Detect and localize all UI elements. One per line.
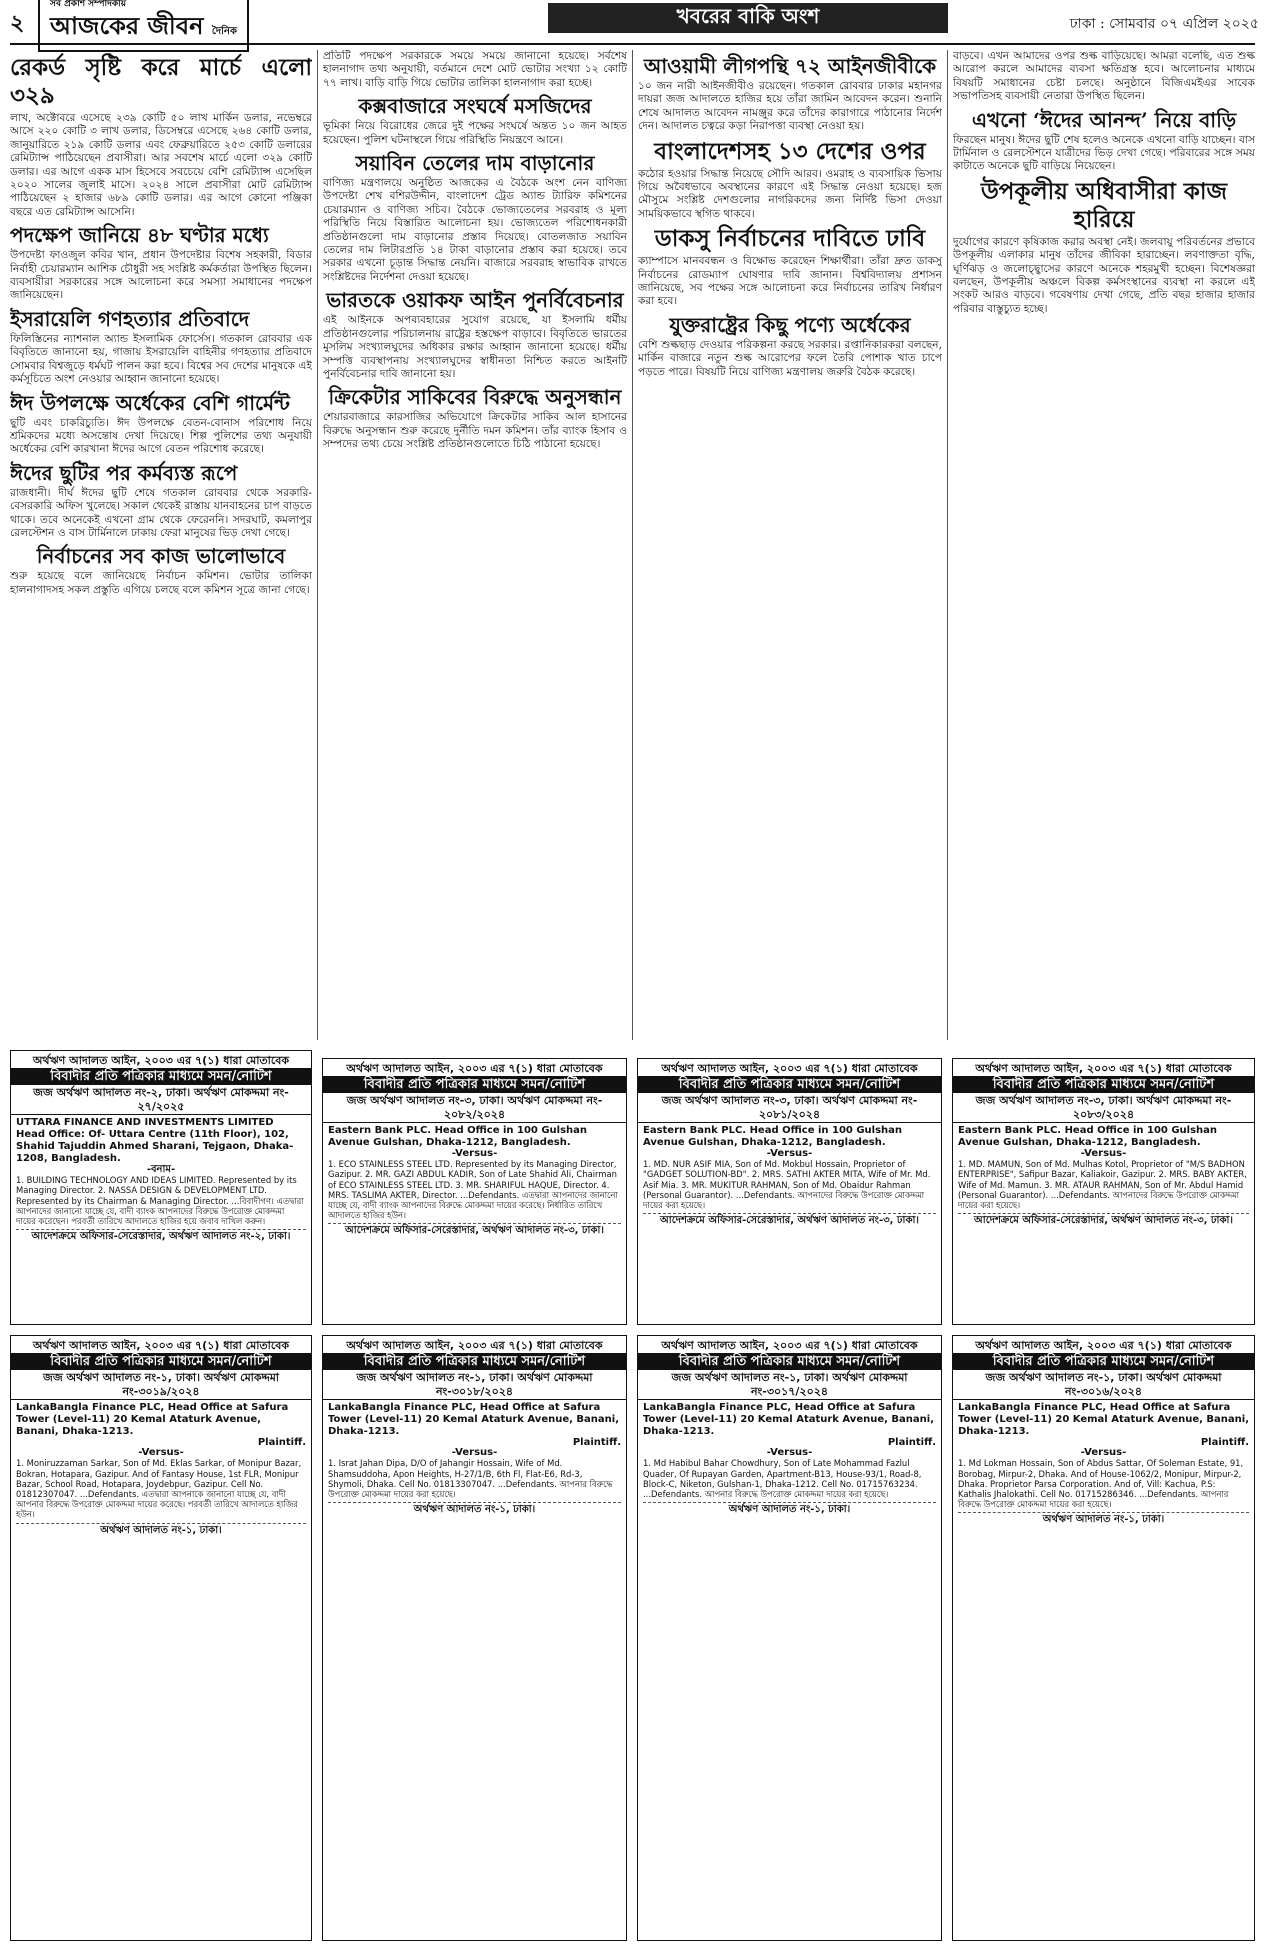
- column-1: [10, 50, 312, 1040]
- notice-case: জজ অর্থঋণ আদালত নং-১, ঢাকা। অর্থঋণ মোকদ্দমা নং-৩০১৮/২০২৪: [323, 1371, 626, 1400]
- notice-footer: অর্থঋণ আদালত নং-১, ঢাকা।: [328, 1502, 621, 1515]
- notice-plaintiff: Eastern Bank PLC. Head Office in 100 Gulshan Avenue Gulshan, Dhaka-1212, Bangladesh.: [958, 1125, 1218, 1148]
- legal-notice: [10, 1050, 312, 1325]
- notice-versus: -Versus-: [766, 1447, 813, 1459]
- column-divider: [317, 50, 318, 1040]
- notice-act: অর্থঋণ আদালত আইন, ২০০৩ এর ৭(১) ধারা মোতাবেক: [346, 1062, 603, 1075]
- notice-case: জজ অর্থঋণ আদালত নং-১, ঢাকা। অর্থঋণ মোকদ্দমা নং-৩০১৬/২০২৪: [953, 1371, 1254, 1400]
- column-4: [953, 50, 1255, 1040]
- notice-footer: আদেশক্রমে অফিসার-সেরেস্তাদার, অর্থঋণ আদালত নং-৩, ঢাকা।: [958, 1213, 1249, 1226]
- notice-plaintiff-label: Plaintiff.: [257, 1437, 306, 1448]
- headline: বাংলাদেশসহ ১৩ দেশের ওপর: [654, 137, 926, 165]
- notice-plaintiff: LankaBangla Finance PLC, Head Office at Safura Tower (Level-11) 20 Kemal Ataturk Avenue, Banani, Dhaka-1213.: [643, 1402, 934, 1437]
- notice-footer: আদেশক্রমে অফিসার-সেরেস্তাদার, অর্থঋণ আদালত নং-৩, ঢাকা।: [328, 1223, 621, 1236]
- headline: নির্বাচনের সব কাজ ভালোভাবে: [36, 544, 286, 569]
- logo-sub: দৈনিক: [211, 26, 237, 37]
- notice-act: অর্থঋণ আদালত আইন, ২০০৩ এর ৭(১) ধারা মোতাবেক: [975, 1339, 1232, 1352]
- article-text: প্রতিটি পদক্ষেপ সরকারকে সময়ে সময়ে জানানো হয়েছে। সর্বশেষ হালনাগাদ তথ্য অনুযায়ী, বর্তমানে দেশে মোট ভোটার সংখ্যা ১২ কোটি ৭৭ লাখ। বাড়ি বাড়ি গিয়ে ভোটার তালিকা হালনাগাদ করা হচ্ছে।: [323, 50, 627, 89]
- notice-body: 1. Md Habibul Bahar Chowdhury, Son of Late Mohammad Fazlul Quader, Of Rupayan Garden, Apartment-B13, House-93/1, Road-8, Block-C, Niketon, Gulshan-1, Dhaka-1212. Cell No. 01715763234. ...Defendants. আপনার বিরুদ্ধে উপরোক্ত মোকদ্দমা দায়ের করা হয়েছে।: [643, 1458, 922, 1500]
- page-number: ২: [10, 9, 25, 36]
- article-text: শেয়ারবাজারে কারসাজির অভিযোগে ক্রিকেটার সাকিব আল হাসানের বিরুদ্ধে অনুসন্ধান শুরু করেছে দুর্নীতি দমন কমিশন। তাঁর ব্যাংক হিসাব ও সম্পদের তথ্য চেয়ে সংশ্লিষ্ট প্রতিষ্ঠানগুলোতে চিঠি পাঠানো হয়েছে।: [323, 411, 627, 451]
- notice-plaintiff: LankaBangla Finance PLC, Head Office at Safura Tower (Level-11) 20 Kemal Ataturk Avenue, Banani, Dhaka-1213.: [328, 1402, 619, 1437]
- notice-versus: -Versus-: [451, 1148, 498, 1159]
- article-text: দুর্যোগের কারণে কৃষিকাজ করার অবস্থা নেই। জলবায়ু পরিবর্তনের প্রভাবে উপকূলীয় এলাকার মানুষ তাঁদের জীবিকা হারাচ্ছেন। লবণাক্ততা বৃদ্ধি, ঘূর্ণিঝড় ও জলোচ্ছ্বাসের কারণে অনেকে শহরমুখী হচ্ছেন। বিশেষজ্ঞরা বলছেন, উপকূলীয় অঞ্চলে বিকল্প কর্মসংস্থানের ব্যবস্থা না করলে এই সংকট আরও বাড়বে। গবেষণায় দেখা গেছে, প্রতি বছর হাজার হাজার পরিবার বাস্তুচ্যুত হচ্ছে।: [953, 235, 1255, 315]
- notice-footer: অর্থঋণ আদালত নং-১, ঢাকা।: [643, 1502, 936, 1515]
- notice-act: অর্থঋণ আদালত আইন, ২০০৩ এর ৭(১) ধারা মোতাবেক: [661, 1339, 918, 1352]
- headline: আওয়ামী লীগপন্থি ৭২ আইনজীবীকে: [643, 54, 937, 78]
- notice-versus: -Versus-: [1080, 1447, 1127, 1459]
- headline: উপকূলীয় অধিবাসীরা কাজ হারিয়ে: [980, 177, 1228, 233]
- column-divider: [632, 50, 633, 1040]
- notice-plaintiff-label: Plaintiff.: [572, 1437, 621, 1448]
- headline: পদক্ষেপ জানিয়ে ৪৮ ঘণ্টার মধ্যে: [10, 223, 269, 248]
- article-text: এই আইনকে অপব্যবহারের সুযোগ রয়েছে, যা ইসলামি ধর্মীয় প্রতিষ্ঠানগুলোর পরিচালনায় রাষ্ট্রের হস্তক্ষেপ বাড়াবে। বিবৃতিতে ভারতের মুসলিম সংখ্যালঘুদের অধিকার রক্ষার আহ্বান জানানো হয়েছে। ধর্মীয় সম্পত্তি ব্যবস্থাপনায় সংখ্যালঘুদের স্বাধীনতা নিশ্চিত করতে আইনটি পুনর্বিবেচনার দাবি জানানো হয়।: [323, 314, 627, 380]
- headline: সয়াবিন তেলের দাম বাড়ানোর: [355, 151, 595, 176]
- headline: ঈদ উপলক্ষে অর্ধেকের বেশি গার্মেন্ট: [10, 390, 290, 415]
- article-text: ক্যাম্পাসে মানববন্ধন ও বিক্ষোভ করেছেন শিক্ষার্থীরা। তাঁরা দ্রুত ডাকসু নির্বাচনের রোডম্যাপ ঘোষণার দাবি জানান। বিশ্ববিদ্যালয় প্রশাসন জানিয়েছে, সব পক্ষের সঙ্গে আলোচনা করে নির্বাচনের তারিখ নির্ধারণ করা হবে।: [638, 255, 942, 308]
- notice-footer: আদেশক্রমে অফিসার-সেরেস্তাদার, অর্থঋণ আদালত নং-৩, ঢাকা।: [643, 1213, 936, 1226]
- headline: ইসরায়েলি গণহত্যার প্রতিবাদে: [10, 306, 250, 331]
- headline: কক্সবাজারে সংঘর্ষে মসজিদের: [358, 94, 592, 119]
- logo-tagline: সব প্রকাশ সম্পাদকীয়: [50, 0, 127, 9]
- notice-title: বিবাদীর প্রতি পত্রিকার মাধ্যমে সমন/নোটিশ: [323, 1076, 626, 1093]
- legal-notice: [10, 1335, 312, 1941]
- notice-body: 1. Md Lokman Hossain, Son of Abdus Sattar, Of Soleman Estate, 91, Borobag, Mirpur-2, Dhaka. And of House-1062/2, Monipur, Mirpur-2, Dhaka. Proprietor Parsa Corporation. And of, Vill: Kachua, P.S: Kathalis Jhalokathi. Cell No. 01715286346. ...Defendants. আপনার বিরুদ্ধে উপরোক্ত মোকদ্দমা দায়ের করা হয়েছে।: [958, 1458, 1244, 1510]
- notice-act: অর্থঋণ আদালত আইন, ২০০৩ এর ৭(১) ধারা মোতাবেক: [32, 1339, 290, 1352]
- article-text: রাজধানী। দীর্ঘ ঈদের ছুটি শেষে গতকাল রোববার থেকে সরকারি-বেসরকারি অফিস খুলেছে। সকাল থেকেই রাস্তায় যানবাহনের চাপ বাড়তে থাকে। তবে অনেকেই এখনো গ্রাম থেকে ফেরেননি। সদরঘাট, কমলাপুর রেলস্টেশন ও বাস টার্মিনালে ঢাকায় ফেরা মানুষের ভিড় দেখা গেছে।: [10, 486, 312, 539]
- notice-versus: -Versus-: [1080, 1148, 1127, 1159]
- notice-plaintiff: Eastern Bank PLC. Head Office in 100 Gulshan Avenue Gulshan, Dhaka-1212, Bangladesh.: [328, 1125, 588, 1148]
- article-text: কঠোর হওয়ার সিদ্ধান্ত নিয়েছে সৌদি আরব। ওমরাহ ও ব্যবসায়িক ভিসায় গিয়ে অবৈধভাবে অবস্থানের কারণে এই সিদ্ধান্ত নেওয়া হয়েছে। হজ মৌসুমে সংশ্লিষ্ট দেশগুলোর নাগরিকদের জন্য নির্দিষ্ট ভিসা দেওয়া সাময়িকভাবে স্থগিত থাকবে।: [638, 167, 942, 220]
- legal-notice: [952, 1058, 1255, 1325]
- column-3: [638, 50, 942, 1040]
- legal-notice: [322, 1335, 627, 1941]
- headline: ঈদের ছুটির পর কর্মব্যস্ত রূপে: [10, 460, 238, 485]
- notice-title: বিবাদীর প্রতি পত্রিকার মাধ্যমে সমন/নোটিশ: [11, 1068, 311, 1085]
- notice-plaintiff: LankaBangla Finance PLC, Head Office at Safura Tower (Level-11) 20 Kemal Ataturk Avenue, Banani, Dhaka-1213.: [958, 1402, 1249, 1437]
- article-text: ভূমিকা নিয়ে বিরোধের জেরে দুই পক্ষের সংঘর্ষে অন্তত ১০ জন আহত হয়েছেন। পুলিশ ঘটনাস্থলে গিয়ে পরিস্থিতি নিয়ন্ত্রণে আনে।: [323, 120, 627, 146]
- legal-notice: [322, 1058, 627, 1325]
- notice-plaintiff: UTTARA FINANCE AND INVESTMENTS LIMITED Head Office: Of- Uttara Centre (11th Floor), 102, Shahid Tajuddin Ahmed Sharani, Tejgaon, Dhaka- 1208, Bangladesh.: [16, 1117, 294, 1164]
- headline: ভারতকে ওয়াকফ আইন পুনর্বিবেচনার: [326, 288, 624, 313]
- notice-body: 1. Israt Jahan Dipa, D/O of Jahangir Hossain, Wife of Md. Shamsuddoha, Apon Heights, H-27/1/B, 6th Fl, Flat-E6, Rd-3, Shymoli, Dhaka. Cell No. 01813307047. ...Defendants. আপনার বিরুদ্ধে উপরোক্ত মোকদ্দমা দায়ের করা হয়েছে।: [328, 1458, 613, 1500]
- headline: এখনো ‘ঈদের আনন্দ’ নিয়ে বাড়ি: [971, 107, 1237, 132]
- notice-act: অর্থঋণ আদালত আইন, ২০০৩ এর ৭(১) ধারা মোতাবেক: [32, 1054, 290, 1067]
- notice-plaintiff-label: Plaintiff.: [887, 1437, 936, 1448]
- notice-versus: -Versus-: [138, 1447, 184, 1459]
- notice-title: বিবাদীর প্রতি পত্রিকার মাধ্যমে সমন/নোটিশ: [323, 1353, 626, 1370]
- notice-plaintiff: Eastern Bank PLC. Head Office in 100 Gulshan Avenue Gulshan, Dhaka-1212, Bangladesh.: [643, 1125, 903, 1148]
- notice-body: 1. BUILDING TECHNOLOGY AND IDEAS LIMITED. Represented by its Managing Director. 2. NASSA DESIGN & DEVELOPMENT LTD. Represented by its Chairman & Managing Director. ...বিবাদীগণ। এতদ্বারা আপনাদের জানানো যাচ্ছে যে, বাদী ব্যাংক আপনাদের বিরুদ্ধে উপরোক্ত মোকদ্দমা দায়ের করেছেন। পরবর্তী তারিখে আদালতে হাজির হয়ে জবাব দাখিল করুন।: [16, 1175, 304, 1227]
- notice-versus: -Versus-: [451, 1447, 498, 1459]
- article-text: ফিরছেন মানুষ। ঈদের ছুটি শেষ হলেও অনেকে এখনো বাড়ি যাচ্ছেন। বাস টার্মিনাল ও রেলস্টেশনে যাত্রীদের ভিড় দেখা গেছে। পরিবারের সঙ্গে সময় কাটাতে অনেকে ছুটি বাড়িয়ে নিয়েছেন।: [953, 133, 1255, 173]
- article-text: বাণিজ্য মন্ত্রণালয়ে অনুষ্ঠিত আজকের এ বৈঠকে অংশ নেন বাণিজ্য উপদেষ্টা শেখ বশিরউদ্দীন, বাংলাদেশ ট্রেড অ্যান্ড ট্যারিফ কমিশনের চেয়ারম্যান ও বাণিজ্য সচিব। বৈঠকে ভোজ্যতেলের সরবরাহ ও মূল্য পরিস্থিতি নিয়ে বিস্তারিত আলোচনা হয়। ভোজ্যতেল পরিশোধনকারী প্রতিষ্ঠানগুলো দাম বাড়ানোর প্রস্তাব দিয়েছে। বোতলজাত সয়াবিন তেলের দাম লিটারপ্রতি ১৪ টাকা বাড়ানোর প্রস্তাব করা হয়েছে। তবে সরকার এখনো চূড়ান্ত সিদ্ধান্ত নেয়নি। বাজারে সরবরাহ স্বাভাবিক রাখতে সংশ্লিষ্টদের নির্দেশনা দেওয়া হয়েছে।: [323, 177, 627, 283]
- article-text: ফিলিস্তিনের ন্যাশনাল অ্যান্ড ইসলামিক ফোর্সেস। গতকাল রোববার এক বিবৃতিতে জানানো হয়, গাজায় ইসরায়েলি বাহিনীর গণহত্যার প্রতিবাদে সোমবার বিশ্বজুড়ে ধর্মঘট পালন করা হবে। বিশ্বের সব দেশের মানুষকে এই কর্মসূচিতে অংশ নেওয়ার আহ্বান জানানো হয়েছে।: [10, 332, 312, 386]
- notice-footer: আদেশক্রমে অফিসার-সেরেস্তাদার, অর্থঋণ আদালত নং-২, ঢাকা।: [16, 1229, 306, 1242]
- legal-notice: [637, 1335, 942, 1941]
- article-text: ছুটি এবং চাকরিচ্যুতি। ঈদ উপলক্ষে বেতন-বোনাস পরিশোধ নিয়ে শ্রমিকদের মধ্যে অসন্তোষ দেখা দিয়েছে। শিল্প পুলিশের তথ্য অনুযায়ী অর্ধেকের বেশি কারখানা ঈদের আগে বেতন পরিশোধ করেছে।: [10, 416, 312, 456]
- notice-footer: অর্থঋণ আদালত নং-১, ঢাকা।: [16, 1523, 306, 1536]
- notice-body: 1. MD. MAMUN, Son of Md. Mulhas Kotol, Proprietor of "M/S BADHON ENTERPRISE", Safipur Bazar, Kaliakoir, Gazipur. 2. MRS. BABY AKTER, Wife of Md. Mamun. 3. MR. ATAUR RAHMAN, Son of Mr. Abdul Hamid (Personal Guarantor). ...Defendants. আপনাদের বিরুদ্ধে উপরোক্ত মোকদ্দমা দায়ের করা হয়েছে।: [958, 1159, 1247, 1211]
- notice-versus: -বনাম-: [146, 1164, 176, 1175]
- notice-case: জজ অর্থঋণ আদালত নং-২, ঢাকা। অর্থঋণ মোকদ্দমা নং- ২৭/২০২৫: [11, 1086, 311, 1115]
- article-text: ১০ জন নারী আইনজীবীও রয়েছেন। গতকাল রোববার ঢাকার মহানগর দায়রা জজ আদালতে হাজির হয়ে তাঁরা জামিন আবেদন করেন। শুনানি শেষে আদালত আবেদন নামঞ্জুর করে তাঁদের কারাগারে পাঠানোর নির্দেশ দেন। আদালত চত্বরে কড়া নিরাপত্তা ব্যবস্থা নেওয়া হয়।: [638, 80, 942, 133]
- section-title: খবরের বাকি অংশ: [548, 3, 948, 33]
- dateline: ঢাকা : সোমবার ০৭ এপ্রিল ২০২৫: [1069, 16, 1259, 32]
- notice-body: 1. MD. NUR ASIF MIA, Son of Md. Mokbul Hossain, Proprietor of "GADGET SOLUTION-BD". 2. MRS. SATHI AKTER MITA, Wife of Mr. Md. Asif Mia. 3. MR. MUKITUR RAHMAN, Son of Md. Obaidur Rahman (Personal Guarantor). ...Defendants. আপনাদের বিরুদ্ধে উপরোক্ত মোকদ্দমা দায়ের করা হয়েছে।: [643, 1159, 931, 1211]
- column-2: [323, 50, 627, 1040]
- header-rule: [10, 43, 1255, 45]
- notice-versus: -Versus-: [766, 1148, 813, 1159]
- headline: যুক্তরাষ্ট্রের কিছু পণ্যে অর্ধেকের: [669, 312, 911, 337]
- article-text: বাড়বে। এখন আমাদের ওপর শুল্ক বাড়িয়েছে। আমরা বলেছি, এত শুল্ক আরোপ করলে আমাদের ব্যবসা ক্ষতিগ্রস্ত হবে। আলোচনার মাধ্যমে বিষয়টি সমাধানের চেষ্টা চলছে। অনুষ্ঠানে বিজিএমইএর সাবেক সভাপতিসহ ব্যবসায়ী নেতারা উপস্থিত ছিলেন।: [953, 50, 1255, 103]
- notice-title: বিবাদীর প্রতি পত্রিকার মাধ্যমে সমন/নোটিশ: [953, 1353, 1254, 1370]
- notice-act: অর্থঋণ আদালত আইন, ২০০৩ এর ৭(১) ধারা মোতাবেক: [975, 1062, 1232, 1075]
- article-text: শুরু হয়েছে বলে জানিয়েছে নির্বাচন কমিশন। ভোটার তালিকা হালনাগাদসহ সকল প্রস্তুতি এগিয়ে চলছে বলে কমিশন সূত্রে জানা গেছে।: [10, 570, 312, 596]
- article-text: লাখ, অক্টোবরে এসেছে ২৩৯ কোটি ৫০ লাখ মার্কিন ডলার, নভেম্বরে আসে ২২০ কোটি ৩ লাখ ডলার, ডিসেম্বরে এসেছে ২৬৪ কোটি ডলার, জানুয়ারিতে ২১৯ কোটি ডলার এবং ফেব্রুয়ারিতে ২৫৩ কোটি ডলারের রেমিট্যান্স পাঠিয়েছেন প্রবাসীরা। আর সবশেষ মার্চে এলো ৩২৯ কোটি ডলার। এর আগে একক মাস হিসেবে সবচেয়ে বেশি রেমিট্যান্স এসেছিল ২০২০ সালের জুলাই মাসে। ২০২৪ সালে প্রবাসীরা মোট রেমিট্যান্স পাঠিয়েছেন ২ হাজার ৬৮৯ কোটি ডলার। এর আগে কোনো পঞ্জিকা বছরে এত রেমিট্যান্স আসেনি।: [10, 112, 312, 218]
- logo-title: আজকের জীবন: [50, 11, 204, 40]
- notice-body: 1. Moniruzzaman Sarkar, Son of Md. Eklas Sarkar, of Monipur Bazar, Bokran, Hotapara, Gazipur. And of Fantasy House, 1st FLR, Monipur Bazar, School Road, Hotapara, Joydebpur, Gazipur. Cell No. 01812307047. ...Defendants. এতদ্বারা আপনাকে জানানো যাচ্ছে যে, বাদী আপনার বিরুদ্ধে উপরোক্ত মোকদ্দমা দায়ের করেছে। পরবর্তী তারিখে আদালতে হাজির হউন।: [16, 1458, 302, 1520]
- notice-title: বিবাদীর প্রতি পত্রিকার মাধ্যমে সমন/নোটিশ: [638, 1076, 941, 1093]
- notice-act: অর্থঋণ আদালত আইন, ২০০৩ এর ৭(১) ধারা মোতাবেক: [346, 1339, 603, 1352]
- notice-footer: অর্থঋণ আদালত নং-১, ঢাকা।: [958, 1512, 1249, 1525]
- legal-notice: [637, 1058, 942, 1325]
- notice-title: বিবাদীর প্রতি পত্রিকার মাধ্যমে সমন/নোটিশ: [638, 1353, 941, 1370]
- headline: ক্রিকেটার সাকিবের বিরুদ্ধে অনুসন্ধান: [328, 385, 622, 410]
- notice-plaintiff-label: Plaintiff.: [1200, 1437, 1249, 1448]
- notice-case: জজ অর্থঋণ আদালত নং-৩, ঢাকা। অর্থঋণ মোকদ্দমা নং- ২০৮২/২০২৪: [323, 1094, 626, 1123]
- legal-notice: [952, 1335, 1255, 1941]
- headline: রেকর্ড সৃষ্টি করে মার্চে এলো ৩২৯: [10, 54, 312, 109]
- notice-body: 1. ECO STAINLESS STEEL LTD. Represented by its Managing Director, Gazipur. 2. MR. GAZI ABDUL KADIR, Son of Late Shahid Ali, Chairman of ECO STAINLESS STEEL LTD. 3. MR. SHARIFUL HAQUE, Director. 4. MRS. TASLIMA AKTER, Director. ...Defendants. এতদ্বারা আপনাদের জানানো যাচ্ছে যে, বাদী ব্যাংক আপনাদের বিরুদ্ধে মোকদ্দমা দায়ের করেছে। নির্ধারিত তারিখে আদালতে হাজির হউন।: [328, 1159, 618, 1221]
- article-text: বেশি শুল্কছাড় দেওয়ার পরিকল্পনা করছে সরকার। রপ্তানিকারকরা বলছেন, মার্কিন বাজারে নতুন শুল্ক আরোপের ফলে তৈরি পোশাক খাত চাপে পড়তে পারে। বিষয়টি নিয়ে বাণিজ্য মন্ত্রণালয় জরুরি বৈঠক করেছে।: [638, 338, 942, 378]
- notice-case: জজ অর্থঋণ আদালত নং-১, ঢাকা। অর্থঋণ মোকদ্দমা নং-৩০১৯/২০২৪: [11, 1371, 311, 1400]
- notice-title: বিবাদীর প্রতি পত্রিকার মাধ্যমে সমন/নোটিশ: [953, 1076, 1254, 1093]
- notice-act: অর্থঋণ আদালত আইন, ২০০৩ এর ৭(১) ধারা মোতাবেক: [661, 1062, 918, 1075]
- notice-plaintiff: LankaBangla Finance PLC, Head Office at Safura Tower (Level-11) 20 Kemal Ataturk Avenue, Banani, Dhaka-1213.: [16, 1402, 289, 1437]
- column-divider: [947, 50, 948, 1040]
- notice-case: জজ অর্থঋণ আদালত নং-৩, ঢাকা। অর্থঋণ মোকদ্দমা নং- ২০৮৩/২০২৪: [953, 1094, 1254, 1123]
- notice-case: জজ অর্থঋণ আদালত নং-১, ঢাকা। অর্থঋণ মোকদ্দমা নং-৩০১৭/২০২৪: [638, 1371, 941, 1400]
- headline: ডাকসু নির্বাচনের দাবিতে ঢাবি: [654, 225, 926, 253]
- article-text: উপদেষ্টা ফাওজুল কবির খান, প্রধান উপদেষ্টার বিশেষ সহকারী, বিডার নির্বাহী চেয়ারম্যান আশিক চৌধুরী সহ সংশ্লিষ্ট কর্মকর্তারা উপস্থিত ছিলেন। ব্যবসায়ীরা সরকারের সঙ্গে আলোচনা করে সমস্যা সমাধানের পদক্ষেপ জানিয়েছেন।: [10, 249, 312, 302]
- notice-case: জজ অর্থঋণ আদালত নং-৩, ঢাকা। অর্থঋণ মোকদ্দমা নং- ২০৮১/২০২৪: [638, 1094, 941, 1123]
- notice-title: বিবাদীর প্রতি পত্রিকার মাধ্যমে সমন/নোটিশ: [11, 1353, 311, 1370]
